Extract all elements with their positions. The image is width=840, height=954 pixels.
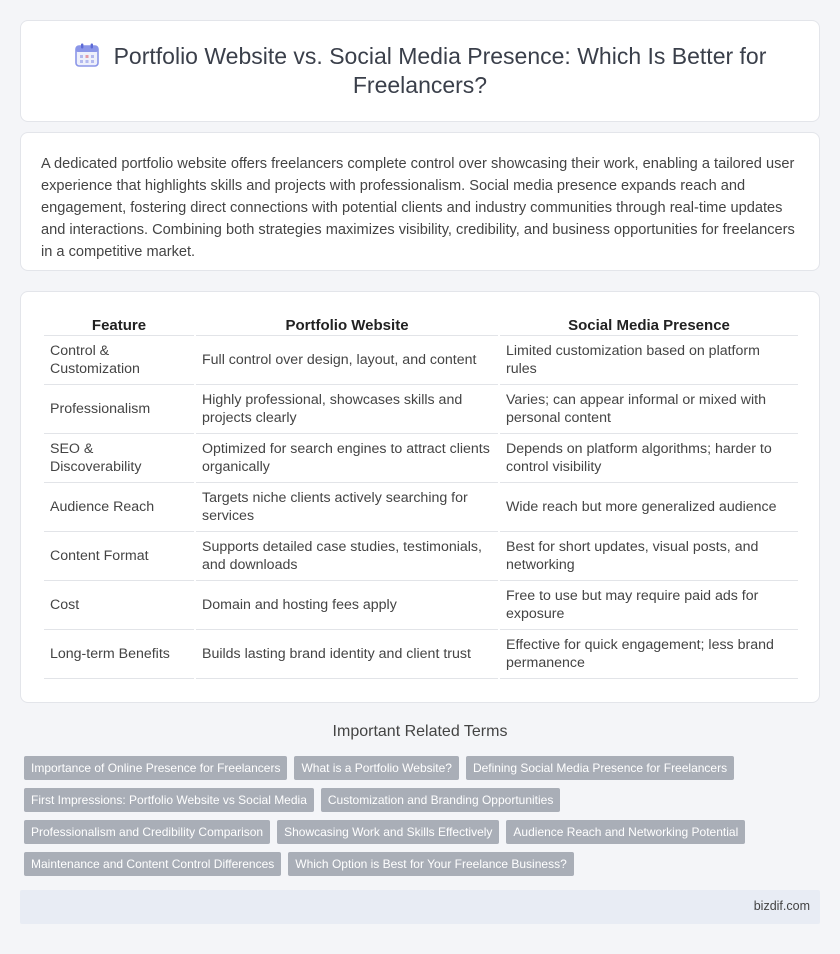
tag-row (24, 852, 824, 876)
table-header-row (44, 310, 798, 336)
related-term-link[interactable]: Audience Reach and Networking Potential (506, 820, 745, 844)
comparison-table-card (20, 291, 820, 703)
related-term-link[interactable]: Customization and Branding Opportunities (321, 788, 560, 812)
social-cell: Varies; can appear informal or mixed with personal content (500, 385, 798, 434)
header-social-media: Social Media Presence (500, 310, 798, 336)
feature-cell: Audience Reach (44, 483, 194, 532)
related-term-link[interactable]: Maintenance and Content Control Differences (24, 852, 281, 876)
calendar-icon (74, 42, 100, 68)
feature-cell: Cost (44, 581, 194, 630)
related-terms-heading: Important Related Terms (332, 723, 508, 740)
related-term-link[interactable]: First Impressions: Portfolio Website vs Social Media (24, 788, 314, 812)
intro-paragraph: A dedicated portfolio website offers freelancers complete control over showcasing their work, enabling a tailored user experience that highlights skills and projects with professionalism. Social media presence expands reach and engagement, fostering direct connections with potential clients and industry communities through real-time updates and interactions. Combining both strategies maximizes visibility, credibility, and business opportunities for freelancers in a competitive market. (41, 156, 795, 260)
portfolio-cell: Optimized for search engines to attract clients organically (196, 434, 498, 483)
comparison-table (42, 310, 800, 679)
page-title: Portfolio Website vs. Social Media Presence: Which Is Better for Freelancers? (113, 43, 767, 98)
portfolio-cell: Builds lasting brand identity and client trust (196, 630, 498, 679)
related-term-link[interactable]: What is a Portfolio Website? (294, 756, 459, 780)
feature-cell: Long-term Benefits (44, 630, 194, 679)
portfolio-cell: Highly professional, showcases skills and projects clearly (196, 385, 498, 434)
related-term-link[interactable]: Professionalism and Credibility Comparison (24, 820, 270, 844)
title-card (20, 20, 820, 122)
table-row (44, 581, 798, 630)
feature-cell: Control & Customization (44, 336, 194, 385)
header-portfolio-website: Portfolio Website (196, 310, 498, 336)
tag-row (24, 820, 824, 844)
footer-site-link[interactable]: bizdif.com (753, 899, 810, 913)
feature-cell: SEO & Discoverability (44, 434, 194, 483)
portfolio-cell: Targets niche clients actively searching for services (196, 483, 498, 532)
footer-bar (20, 890, 820, 924)
table-row (44, 385, 798, 434)
feature-cell: Professionalism (44, 385, 194, 434)
social-cell: Limited customization based on platform rules (500, 336, 798, 385)
header-feature: Feature (44, 310, 194, 336)
social-cell: Wide reach but more generalized audience (500, 483, 798, 532)
related-terms-list (24, 756, 824, 884)
social-cell: Best for short updates, visual posts, and networking (500, 532, 798, 581)
table-row (44, 483, 798, 532)
intro-card (20, 132, 820, 271)
table-row (44, 336, 798, 385)
related-term-link[interactable]: Showcasing Work and Skills Effectively (277, 820, 499, 844)
social-cell: Depends on platform algorithms; harder to control visibility (500, 434, 798, 483)
feature-cell: Content Format (44, 532, 194, 581)
related-term-link[interactable]: Importance of Online Presence for Freelancers (24, 756, 287, 780)
social-cell: Effective for quick engagement; less brand permanence (500, 630, 798, 679)
portfolio-cell: Domain and hosting fees apply (196, 581, 498, 630)
related-term-link[interactable]: Defining Social Media Presence for Freelancers (466, 756, 734, 780)
page-title-wrap (61, 42, 779, 100)
tag-row (24, 756, 824, 780)
related-term-link[interactable]: Which Option is Best for Your Freelance Business? (288, 852, 573, 876)
table-row (44, 434, 798, 483)
tag-row (24, 788, 824, 812)
table-row (44, 532, 798, 581)
portfolio-cell: Full control over design, layout, and content (196, 336, 498, 385)
portfolio-cell: Supports detailed case studies, testimonials, and downloads (196, 532, 498, 581)
social-cell: Free to use but may require paid ads for exposure (500, 581, 798, 630)
table-row (44, 630, 798, 679)
